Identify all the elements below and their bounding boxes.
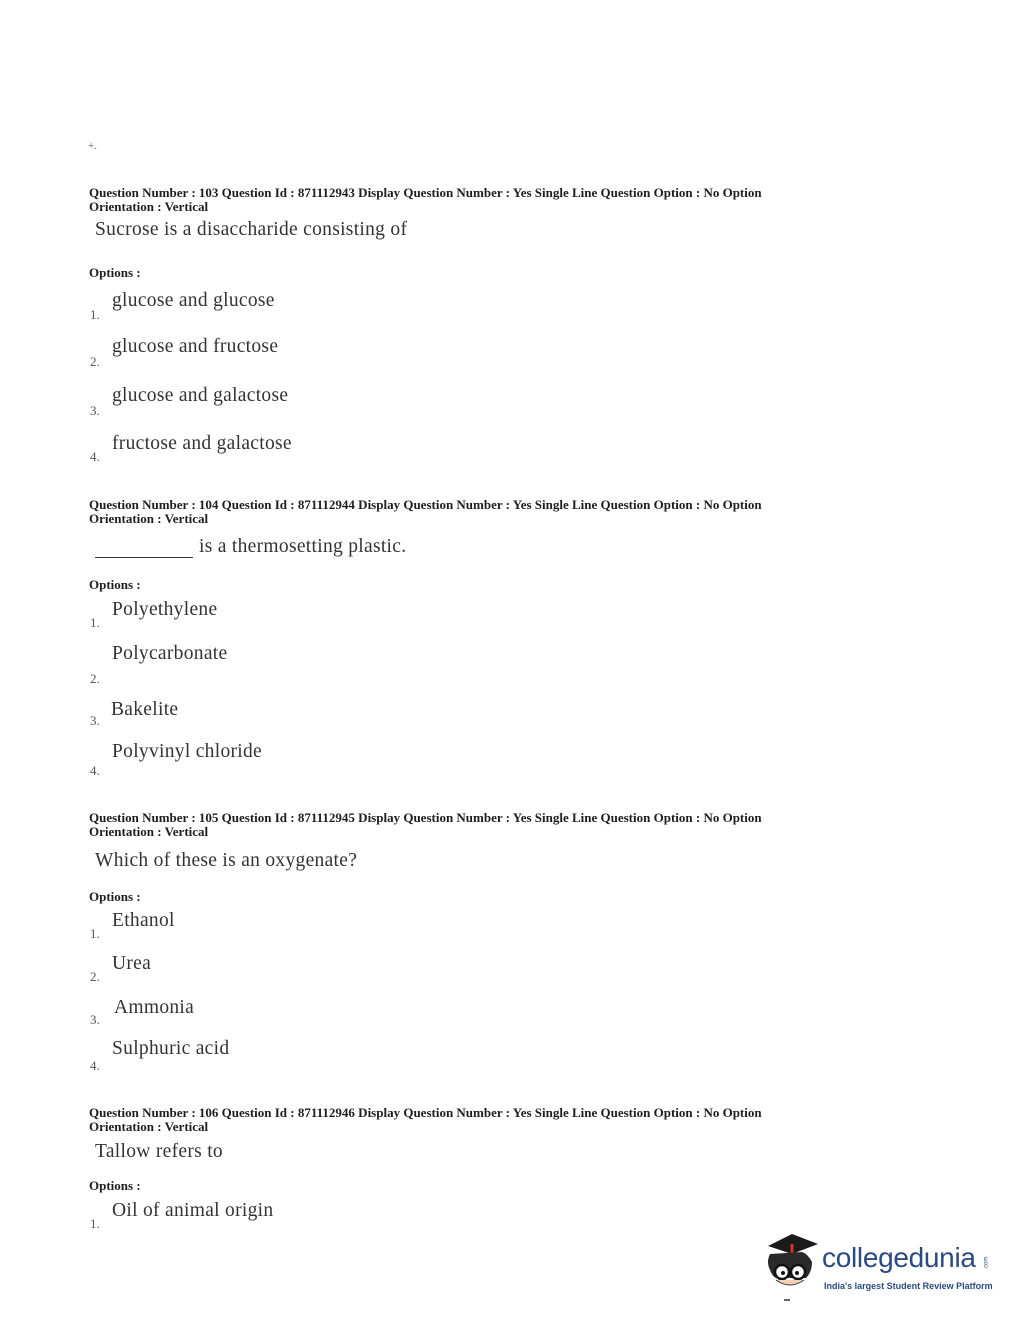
page-marker: +. (88, 140, 97, 152)
question-meta-line: Question Number : 105 Question Id : 871112945 Display Question Number : Yes Single Line Question Option : No Option (89, 810, 762, 825)
options-label: Options : (89, 577, 141, 592)
logo-tagline: India's largest Student Review Platform (824, 1281, 993, 1291)
option-text: Ammonia (114, 997, 195, 1018)
option-number: 2. (90, 671, 100, 686)
option-number: 3. (90, 403, 100, 418)
option-text: Urea (112, 953, 152, 974)
option-number: 4. (90, 763, 100, 778)
question-meta-line: Orientation : Vertical (89, 824, 209, 839)
option-number: 1. (90, 307, 100, 322)
options-label: Options : (89, 1178, 141, 1193)
question-105-text: Which of these is an oxygenate? (95, 850, 358, 871)
option-number: 2. (90, 969, 100, 984)
option-text: glucose and fructose (112, 336, 279, 357)
options-label: Options : (89, 265, 141, 280)
question-106-text: Tallow refers to (95, 1141, 223, 1162)
question-104-meta (89, 498, 869, 526)
question-103-text: Sucrose is a disaccharide consisting of (95, 219, 408, 240)
logo-wordmark: collegedunia (822, 1242, 976, 1273)
option-number: 4. (90, 1058, 100, 1073)
option-text: Bakelite (111, 699, 179, 720)
question-104-text (95, 536, 406, 558)
question-meta-line: Orientation : Vertical (89, 199, 209, 214)
option-text: Polyvinyl chloride (112, 741, 263, 762)
logo-domain-suffix: .com (983, 1256, 990, 1270)
option-number: 3. (90, 1012, 100, 1027)
option-text: Polycarbonate (112, 643, 228, 664)
fill-in-blank (95, 539, 193, 558)
question-106-meta (89, 1106, 869, 1134)
option-number: 3. (90, 713, 100, 728)
option-text: Polyethylene (112, 599, 218, 620)
option-text: glucose and glucose (112, 290, 275, 311)
question-meta-line: Orientation : Vertical (89, 1119, 209, 1134)
question-meta-line: Orientation : Vertical (89, 511, 209, 526)
option-number: 2. (90, 354, 100, 369)
collegedunia-mascot-icon (762, 1232, 822, 1304)
question-meta-line: Question Number : 104 Question Id : 871112944 Display Question Number : Yes Single Line Question Option : No Option (89, 497, 762, 512)
option-number: 1. (90, 615, 100, 630)
option-text: Ethanol (112, 910, 175, 931)
option-number: 1. (90, 1216, 100, 1231)
option-text: Oil of animal origin (112, 1200, 274, 1221)
option-number: 1. (90, 926, 100, 941)
options-label: Options : (89, 889, 141, 904)
option-text: glucose and galactose (112, 385, 289, 406)
option-text: Sulphuric acid (112, 1038, 230, 1059)
option-number: 4. (90, 449, 100, 464)
question-103-meta (89, 186, 869, 214)
question-105-meta (89, 811, 869, 839)
question-meta-line: Question Number : 106 Question Id : 871112946 Display Question Number : Yes Single Line Question Option : No Option (89, 1105, 762, 1120)
option-text: fructose and galactose (112, 433, 292, 454)
question-meta-line: Question Number : 103 Question Id : 871112943 Display Question Number : Yes Single Line Question Option : No Option (89, 185, 762, 200)
question-text-body: is a thermosetting plastic. (199, 536, 407, 557)
